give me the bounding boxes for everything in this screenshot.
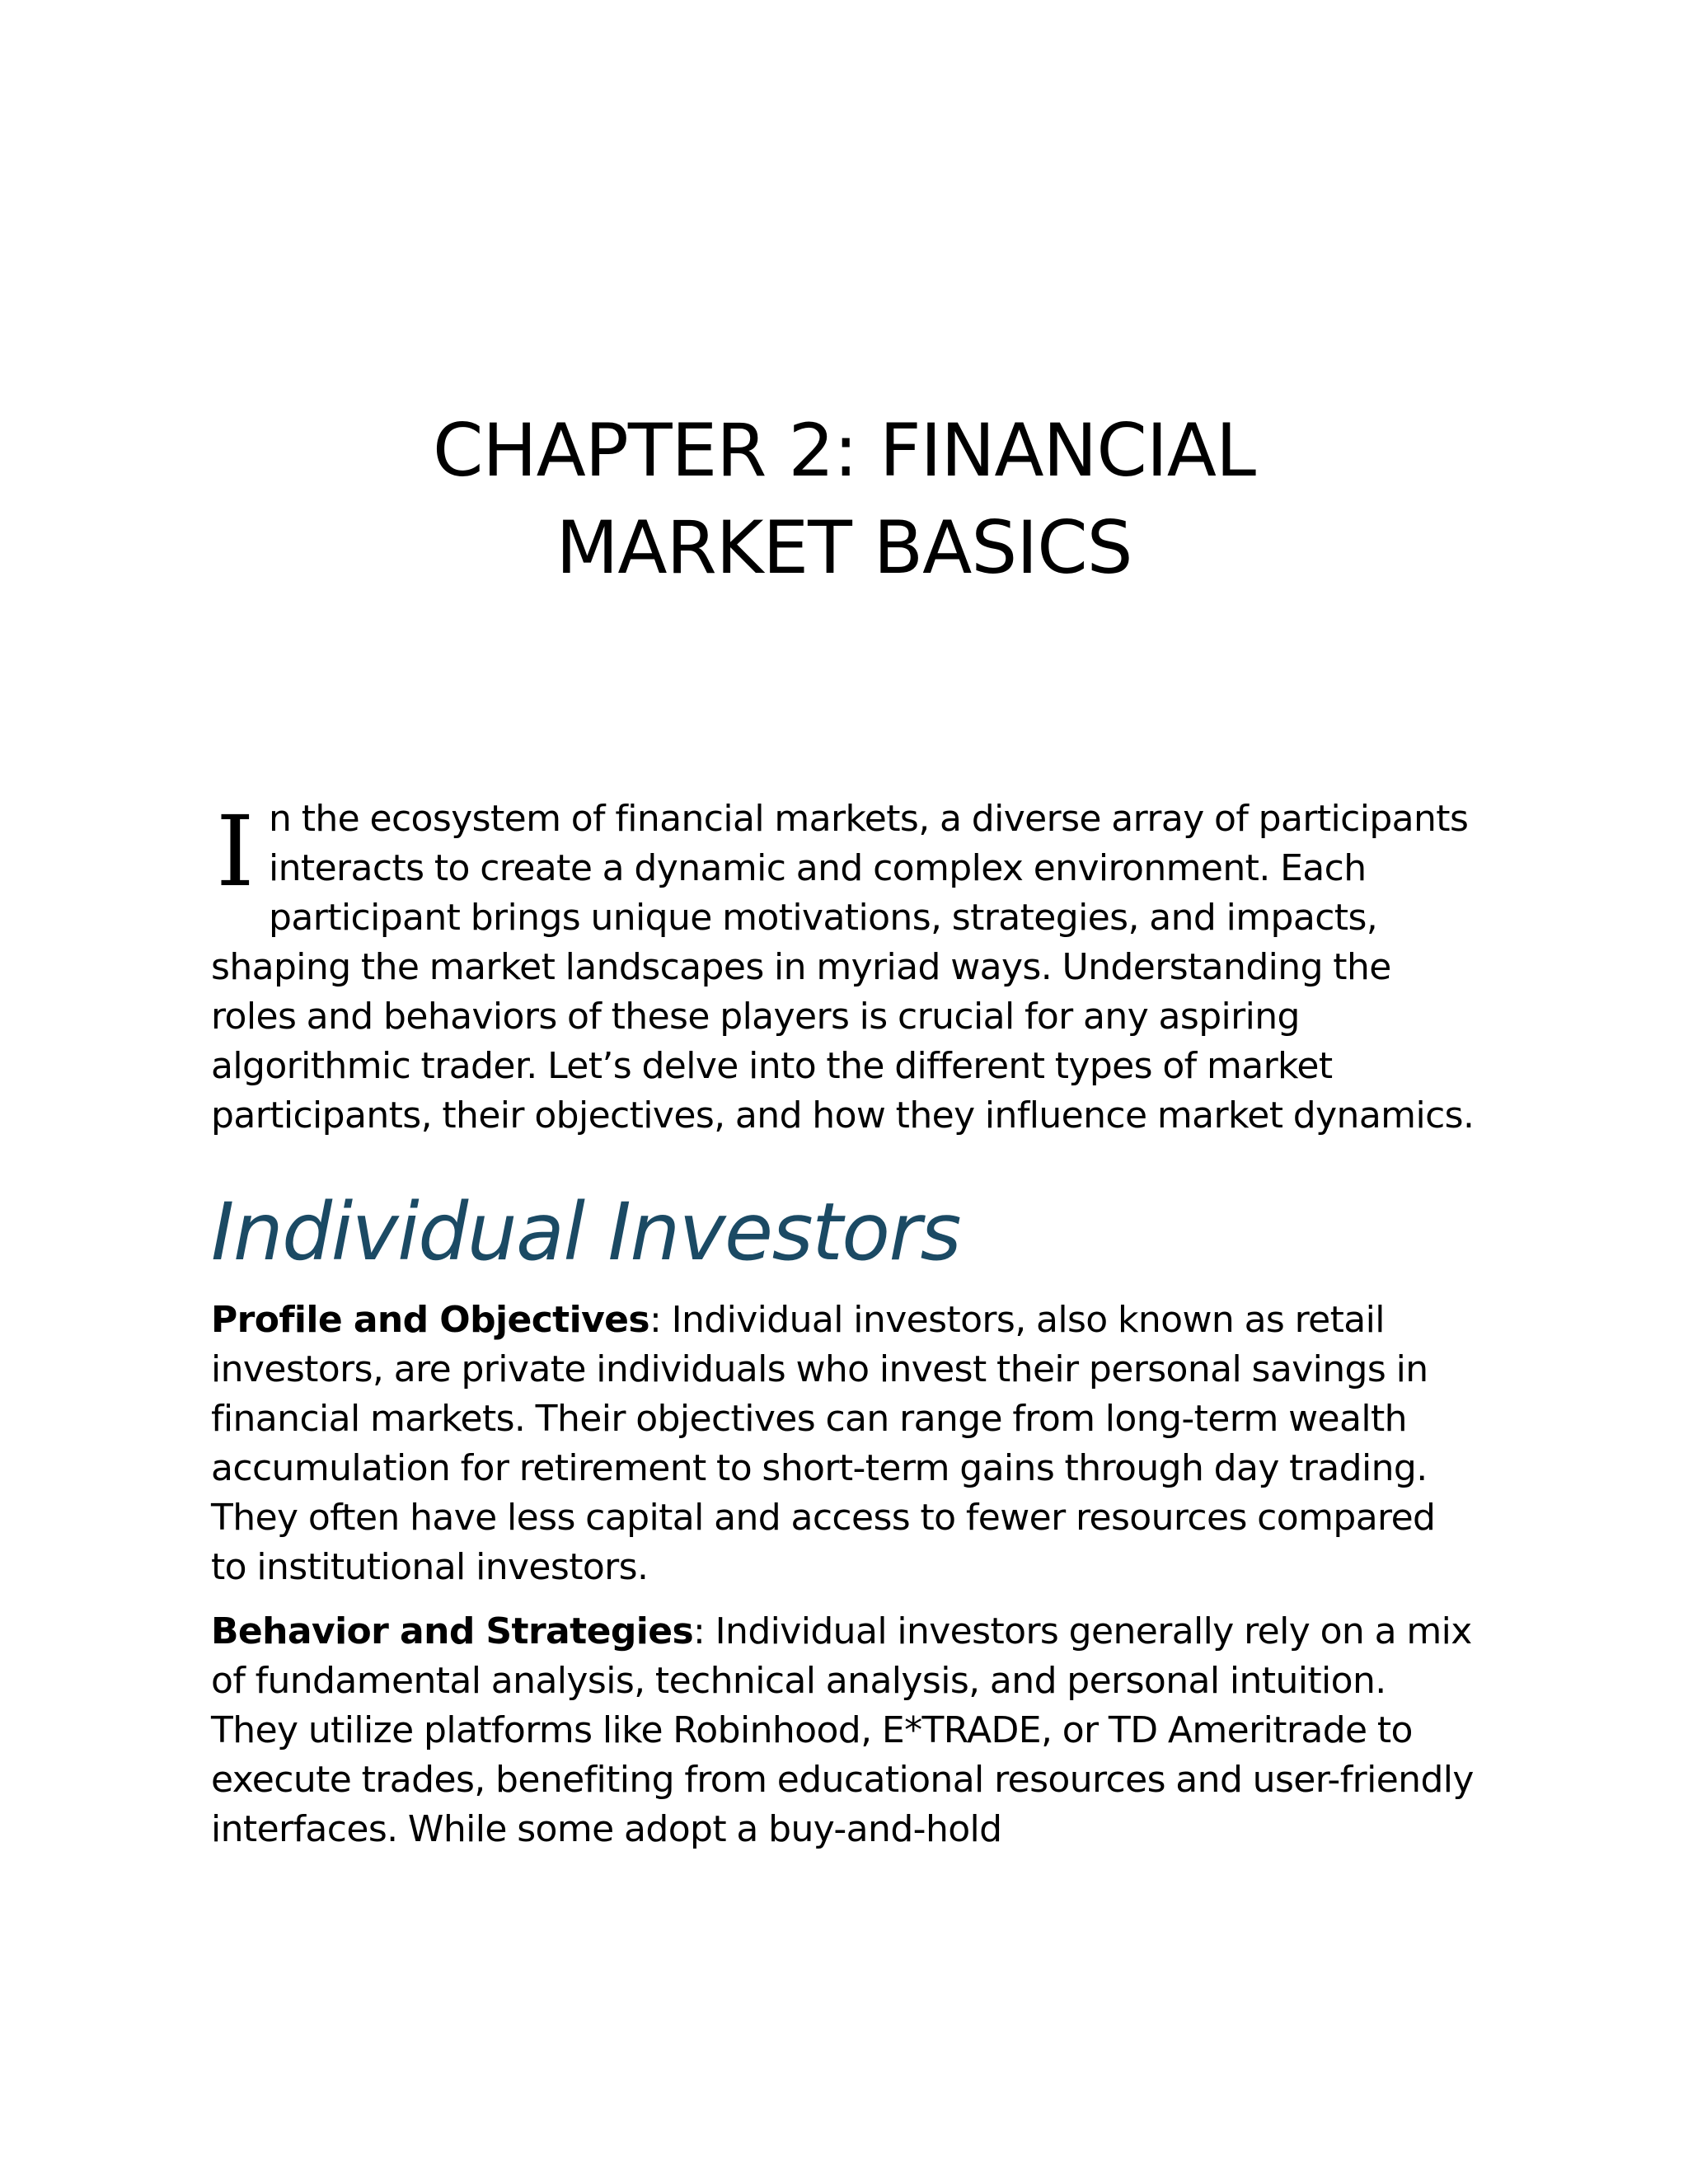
intro-paragraph [211, 794, 1480, 1141]
chapter-title [0, 402, 1688, 597]
paragraph-text: : Individual investors generally rely on a mix of fundamental analysis, technical analysis, and personal intuition. They utilize platforms like Robinhood, E*TRADE, or TD Ameritrade to execute trades, benefiting from educational resources and user-friendly interfaces. While some adopt a buy-and-hold [211, 1610, 1474, 1850]
chapter-title-line-2: MARKET BASICS [556, 505, 1132, 590]
chapter-content [211, 794, 1480, 1869]
drop-cap: I [216, 794, 255, 908]
paragraph-term: Profile and Objectives [211, 1299, 650, 1341]
intro-text: n the ecosystem of financial markets, a diverse array of participants interacts to create a dynamic and complex environment. Each participant brings unique motivations, strategies, and impacts, shaping the market landscapes in myriad ways. Understanding the roles and behaviors of these players is crucial for any aspiring algorithmic trader. Let’s delve into the different types of market participants, their objectives, and how they influence market dynamics. [211, 798, 1475, 1137]
behavior-strategies-paragraph [211, 1607, 1480, 1854]
chapter-title-line-1: CHAPTER 2: FINANCIAL [432, 408, 1255, 493]
section-heading: Individual Investors [211, 1186, 960, 1278]
paragraph-text: : Individual investors, also known as retail investors, are private individuals who invest their personal savings in financial markets. Their objectives can range from long-term wealth accumulation for retirement to short-term gains through day trading. They often have less capital and access to fewer resources compared to institutional investors. [211, 1299, 1436, 1588]
paragraph-term: Behavior and Strategies [211, 1610, 694, 1652]
profile-objectives-paragraph [211, 1296, 1480, 1592]
